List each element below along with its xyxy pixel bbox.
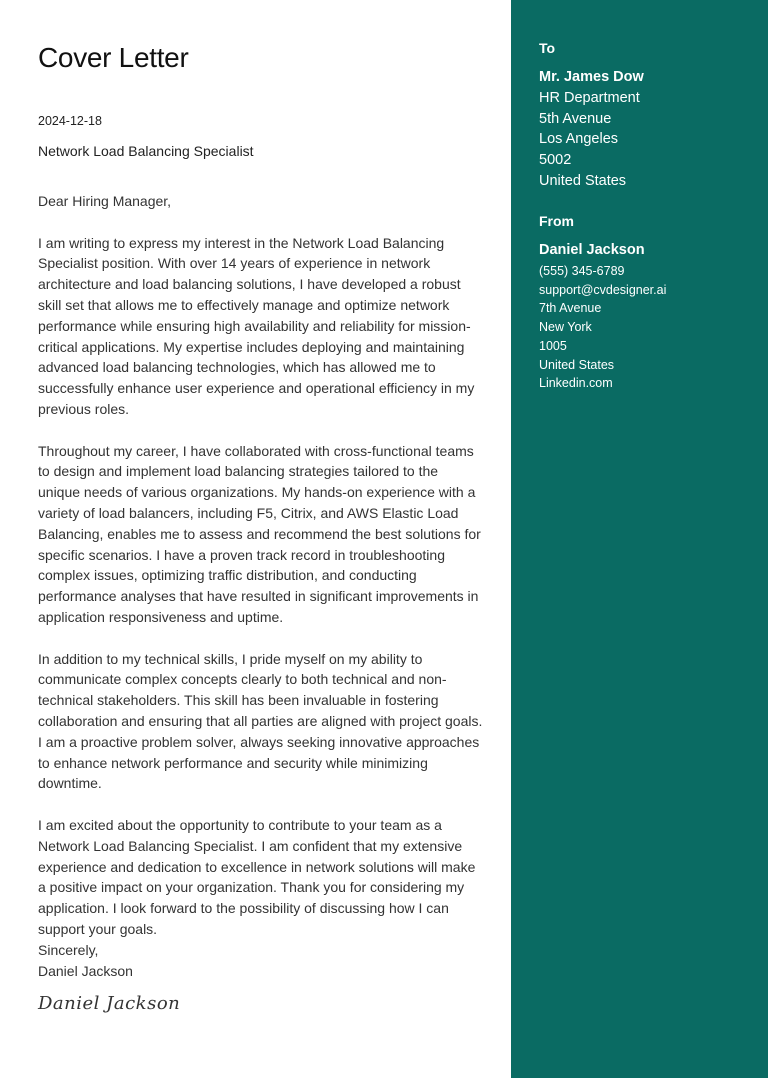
paragraph: Throughout my career, I have collaborated with cross-functional teams to design and implement load balancing strategies tailored to the unique needs of various organizations. My hands-on experience with a variety of load balancers, including F5, Citrix, and AWS Elastic Load Balancing, enables me to assess and recommend the best solutions for specific scenarios. I have a proven track record in troubleshooting complex issues, optimizing traffic distribution, and conducting performance analyses that have resulted in significant improvements in application responsiveness and uptime.	[38, 442, 481, 625]
paragraph: I am excited about the opportunity to contribute to your team as a Network Load Balancing Specialist. I am confident that my extensive experience and dedication to excellence in network solutions will make a positive impact on your organization. Thank you for considering my application. I look forward to the possibility of discussing how I can support your goals.	[38, 816, 476, 937]
sender-city: New York	[539, 320, 592, 335]
letter-date: 2024-12-18	[38, 114, 102, 128]
closing-name: Daniel Jackson	[38, 963, 133, 979]
job-title: Network Load Balancing Specialist	[38, 143, 254, 159]
closing-phrase: Sincerely,	[38, 942, 99, 958]
page-title: Cover Letter	[38, 42, 189, 73]
sender-email[interactable]: support@cvdesigner.ai	[539, 282, 667, 297]
from-heading: From	[539, 213, 574, 229]
recipient-line: 5002	[539, 152, 572, 169]
sender-linkedin-link[interactable]: Linkedin.com	[539, 376, 613, 391]
greeting: Dear Hiring Manager,	[38, 193, 172, 209]
sender-block	[539, 240, 666, 393]
recipient-block	[539, 67, 644, 192]
to-heading: To	[539, 40, 556, 56]
sender-phone: (555) 345-6789	[539, 264, 625, 278]
recipient-line: 5th Avenue	[539, 110, 612, 127]
closing-block	[38, 940, 133, 982]
contact-sidebar	[511, 0, 768, 1078]
paragraph: I am writing to express my interest in the Network Load Balancing Specialist position. With over 14 years of experience in network architecture and load balancing solutions, I have developed a robust skill set that allows me to effectively manage and optimize network performance while ensuring high availability and reliability for mission-critical applications. My expertise includes deploying and maintaining advanced load balancing technologies, which has allowed me to successfully enhance user experience and operational efficiency in my previous roles.	[38, 234, 475, 417]
recipient-name: Mr. James Dow	[539, 69, 644, 85]
letter-body	[38, 191, 483, 960]
recipient-line: United States	[539, 172, 627, 189]
sender-street: 7th Avenue	[539, 301, 602, 316]
recipient-line: HR Department	[539, 89, 640, 106]
paragraph: In addition to my technical skills, I pride myself on my ability to communicate complex concepts clearly to both technical and non-technical stakeholders. This skill has been invaluable in fostering collaboration and ensuring that all parties are aligned with project goals. I am a proactive problem solver, always seeking innovative approaches to enhance network performance and security while minimizing downtime.	[38, 650, 483, 792]
sender-country: United States	[539, 357, 615, 372]
sender-name: Daniel Jackson	[539, 242, 645, 258]
recipient-line: Los Angeles	[539, 131, 619, 148]
signature: Daniel Jackson	[38, 993, 181, 1014]
sender-postcode: 1005	[539, 338, 567, 353]
